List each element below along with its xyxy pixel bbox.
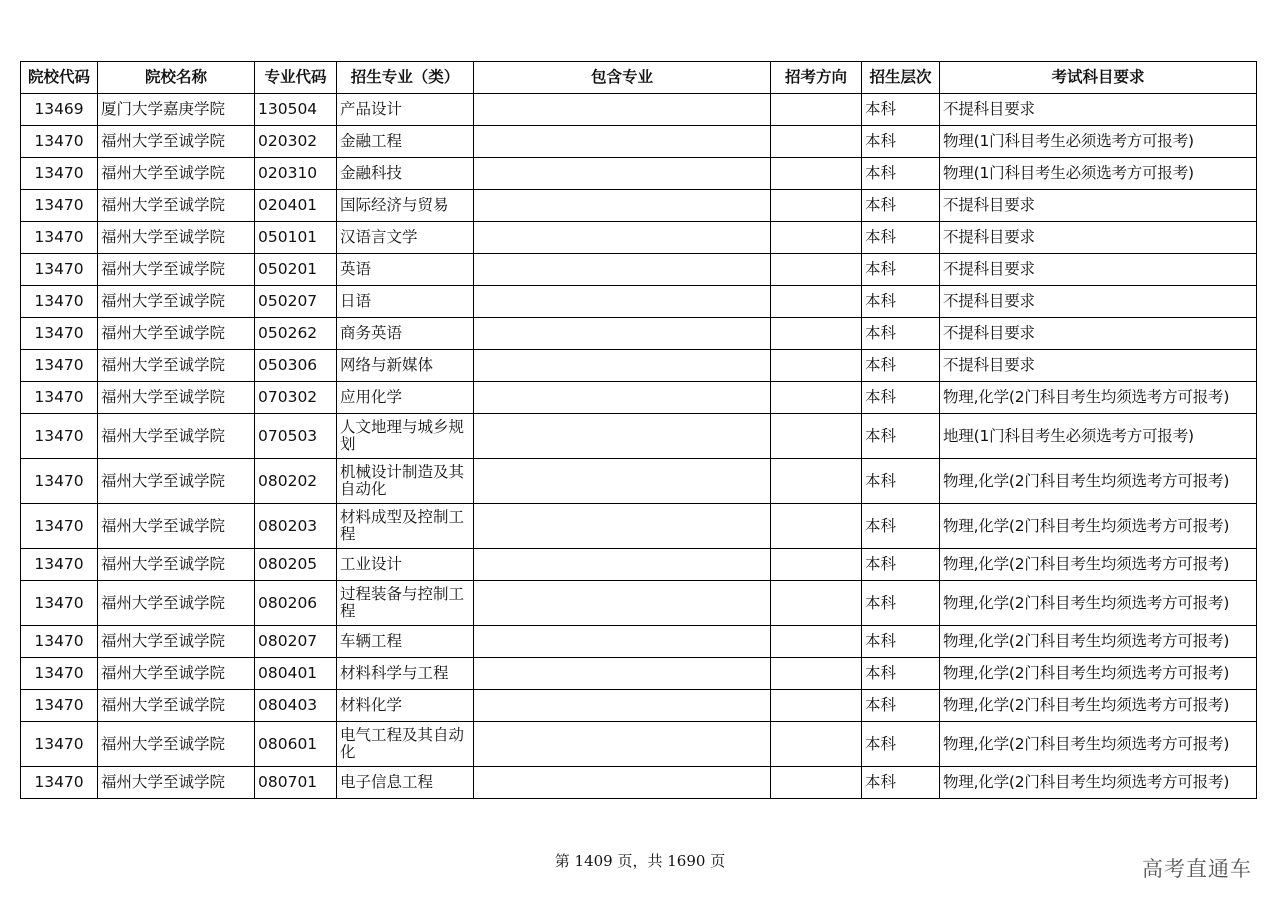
table-row (21, 254, 1257, 286)
school-name-cell: 福州大学至诚学院 (98, 414, 255, 459)
table-row (21, 190, 1257, 222)
requirement-cell: 不提科目要求 (940, 350, 1257, 382)
school-name-cell: 福州大学至诚学院 (98, 549, 255, 581)
school-name-cell: 福州大学至诚学院 (98, 350, 255, 382)
school-name-cell: 福州大学至诚学院 (98, 286, 255, 318)
school-code-cell: 13470 (21, 722, 98, 767)
table-body (21, 94, 1257, 799)
school-code-cell: 13470 (21, 581, 98, 626)
direction-cell (771, 222, 862, 254)
includes-cell (474, 504, 771, 549)
header-school-code: 院校代码 (21, 62, 98, 94)
header-includes: 包含专业 (474, 62, 771, 94)
table-row (21, 690, 1257, 722)
school-code-cell: 13470 (21, 382, 98, 414)
direction-cell (771, 581, 862, 626)
school-code-cell: 13470 (21, 690, 98, 722)
direction-cell (771, 382, 862, 414)
school-code-cell: 13470 (21, 222, 98, 254)
level-cell: 本科 (862, 94, 940, 126)
includes-cell (474, 382, 771, 414)
level-cell: 本科 (862, 658, 940, 690)
includes-cell (474, 222, 771, 254)
school-code-cell: 13470 (21, 190, 98, 222)
level-cell: 本科 (862, 190, 940, 222)
table-row (21, 286, 1257, 318)
major-code-cell: 050207 (255, 286, 337, 318)
page-number: 第 1409 页，共 1690 页 (554, 852, 726, 870)
level-cell: 本科 (862, 722, 940, 767)
includes-cell (474, 658, 771, 690)
school-code-cell: 13470 (21, 626, 98, 658)
level-cell: 本科 (862, 126, 940, 158)
major-cell: 工业设计 (337, 549, 474, 581)
school-name-cell: 福州大学至诚学院 (98, 126, 255, 158)
major-cell: 电气工程及其自动化 (337, 722, 474, 767)
requirement-cell: 不提科目要求 (940, 318, 1257, 350)
header-direction: 招考方向 (771, 62, 862, 94)
admissions-table (20, 61, 1257, 799)
major-code-cell: 080206 (255, 581, 337, 626)
requirement-cell: 物理,化学(2门科目考生均须选考方可报考) (940, 722, 1257, 767)
major-cell: 金融科技 (337, 158, 474, 190)
table-row (21, 722, 1257, 767)
major-code-cell: 070503 (255, 414, 337, 459)
table-row (21, 767, 1257, 799)
major-cell: 电子信息工程 (337, 767, 474, 799)
major-code-cell: 020302 (255, 126, 337, 158)
requirement-cell: 不提科目要求 (940, 254, 1257, 286)
major-code-cell: 070302 (255, 382, 337, 414)
requirement-cell: 物理,化学(2门科目考生均须选考方可报考) (940, 382, 1257, 414)
level-cell: 本科 (862, 581, 940, 626)
major-code-cell: 050201 (255, 254, 337, 286)
school-code-cell: 13470 (21, 504, 98, 549)
school-code-cell: 13470 (21, 414, 98, 459)
table-row (21, 382, 1257, 414)
major-cell: 车辆工程 (337, 626, 474, 658)
school-name-cell: 福州大学至诚学院 (98, 382, 255, 414)
school-name-cell: 福州大学至诚学院 (98, 158, 255, 190)
direction-cell (771, 318, 862, 350)
direction-cell (771, 158, 862, 190)
major-code-cell: 080207 (255, 626, 337, 658)
includes-cell (474, 254, 771, 286)
major-cell: 过程装备与控制工程 (337, 581, 474, 626)
level-cell: 本科 (862, 350, 940, 382)
major-cell: 人文地理与城乡规划 (337, 414, 474, 459)
includes-cell (474, 722, 771, 767)
direction-cell (771, 549, 862, 581)
level-cell: 本科 (862, 626, 940, 658)
major-code-cell: 080403 (255, 690, 337, 722)
requirement-cell: 物理,化学(2门科目考生均须选考方可报考) (940, 767, 1257, 799)
table-row (21, 549, 1257, 581)
major-cell: 材料科学与工程 (337, 658, 474, 690)
level-cell: 本科 (862, 690, 940, 722)
major-cell: 应用化学 (337, 382, 474, 414)
school-name-cell: 福州大学至诚学院 (98, 318, 255, 350)
level-cell: 本科 (862, 254, 940, 286)
school-code-cell: 13470 (21, 254, 98, 286)
requirement-cell: 不提科目要求 (940, 94, 1257, 126)
major-code-cell: 020310 (255, 158, 337, 190)
level-cell: 本科 (862, 158, 940, 190)
school-code-cell: 13470 (21, 318, 98, 350)
direction-cell (771, 626, 862, 658)
header-school-name: 院校名称 (98, 62, 255, 94)
direction-cell (771, 126, 862, 158)
table-row (21, 158, 1257, 190)
requirement-cell: 物理,化学(2门科目考生均须选考方可报考) (940, 581, 1257, 626)
school-name-cell: 福州大学至诚学院 (98, 222, 255, 254)
level-cell: 本科 (862, 382, 940, 414)
level-cell: 本科 (862, 286, 940, 318)
major-code-cell: 080701 (255, 767, 337, 799)
header-major: 招生专业（类） (337, 62, 474, 94)
major-code-cell: 080401 (255, 658, 337, 690)
includes-cell (474, 459, 771, 504)
direction-cell (771, 414, 862, 459)
includes-cell (474, 414, 771, 459)
requirement-cell: 物理,化学(2门科目考生均须选考方可报考) (940, 658, 1257, 690)
requirement-cell: 物理(1门科目考生必须选考方可报考) (940, 126, 1257, 158)
requirement-cell: 不提科目要求 (940, 190, 1257, 222)
includes-cell (474, 126, 771, 158)
level-cell: 本科 (862, 767, 940, 799)
includes-cell (474, 581, 771, 626)
level-cell: 本科 (862, 459, 940, 504)
major-cell: 产品设计 (337, 94, 474, 126)
major-cell: 日语 (337, 286, 474, 318)
includes-cell (474, 549, 771, 581)
school-name-cell: 福州大学至诚学院 (98, 190, 255, 222)
level-cell: 本科 (862, 414, 940, 459)
direction-cell (771, 722, 862, 767)
school-code-cell: 13470 (21, 767, 98, 799)
direction-cell (771, 658, 862, 690)
requirement-cell: 物理,化学(2门科目考生均须选考方可报考) (940, 459, 1257, 504)
school-code-cell: 13469 (21, 94, 98, 126)
school-name-cell: 福州大学至诚学院 (98, 459, 255, 504)
table-row (21, 459, 1257, 504)
major-code-cell: 080202 (255, 459, 337, 504)
major-code-cell: 050101 (255, 222, 337, 254)
major-cell: 英语 (337, 254, 474, 286)
header-row (21, 62, 1257, 94)
school-code-cell: 13470 (21, 549, 98, 581)
table-row (21, 658, 1257, 690)
direction-cell (771, 350, 862, 382)
school-name-cell: 福州大学至诚学院 (98, 658, 255, 690)
school-code-cell: 13470 (21, 286, 98, 318)
table-row (21, 94, 1257, 126)
includes-cell (474, 190, 771, 222)
level-cell: 本科 (862, 318, 940, 350)
table-row (21, 222, 1257, 254)
header-major-code: 专业代码 (255, 62, 337, 94)
school-name-cell: 福州大学至诚学院 (98, 690, 255, 722)
direction-cell (771, 94, 862, 126)
school-name-cell: 厦门大学嘉庚学院 (98, 94, 255, 126)
level-cell: 本科 (862, 549, 940, 581)
school-code-cell: 13470 (21, 158, 98, 190)
requirement-cell: 物理,化学(2门科目考生均须选考方可报考) (940, 549, 1257, 581)
direction-cell (771, 286, 862, 318)
major-code-cell: 130504 (255, 94, 337, 126)
school-name-cell: 福州大学至诚学院 (98, 767, 255, 799)
major-cell: 机械设计制造及其自动化 (337, 459, 474, 504)
direction-cell (771, 190, 862, 222)
includes-cell (474, 318, 771, 350)
includes-cell (474, 626, 771, 658)
includes-cell (474, 286, 771, 318)
direction-cell (771, 254, 862, 286)
includes-cell (474, 350, 771, 382)
table-row (21, 504, 1257, 549)
watermark-logo: 高考直通车 (1142, 857, 1252, 881)
major-code-cell: 050306 (255, 350, 337, 382)
table-row (21, 318, 1257, 350)
direction-cell (771, 504, 862, 549)
major-cell: 商务英语 (337, 318, 474, 350)
major-code-cell: 020401 (255, 190, 337, 222)
direction-cell (771, 459, 862, 504)
school-name-cell: 福州大学至诚学院 (98, 254, 255, 286)
table-row (21, 581, 1257, 626)
direction-cell (771, 690, 862, 722)
level-cell: 本科 (862, 504, 940, 549)
school-code-cell: 13470 (21, 350, 98, 382)
major-cell: 国际经济与贸易 (337, 190, 474, 222)
includes-cell (474, 767, 771, 799)
table-row (21, 626, 1257, 658)
requirement-cell: 物理,化学(2门科目考生均须选考方可报考) (940, 626, 1257, 658)
school-code-cell: 13470 (21, 658, 98, 690)
major-code-cell: 050262 (255, 318, 337, 350)
requirement-cell: 物理,化学(2门科目考生均须选考方可报考) (940, 690, 1257, 722)
major-code-cell: 080601 (255, 722, 337, 767)
includes-cell (474, 94, 771, 126)
major-cell: 汉语言文学 (337, 222, 474, 254)
major-cell: 材料成型及控制工程 (337, 504, 474, 549)
major-code-cell: 080203 (255, 504, 337, 549)
school-code-cell: 13470 (21, 459, 98, 504)
table-row (21, 414, 1257, 459)
major-cell: 金融工程 (337, 126, 474, 158)
table-row (21, 350, 1257, 382)
school-name-cell: 福州大学至诚学院 (98, 626, 255, 658)
header-requirement: 考试科目要求 (940, 62, 1257, 94)
level-cell: 本科 (862, 222, 940, 254)
school-name-cell: 福州大学至诚学院 (98, 504, 255, 549)
major-code-cell: 080205 (255, 549, 337, 581)
requirement-cell: 物理(1门科目考生必须选考方可报考) (940, 158, 1257, 190)
direction-cell (771, 767, 862, 799)
school-name-cell: 福州大学至诚学院 (98, 722, 255, 767)
includes-cell (474, 690, 771, 722)
major-cell: 网络与新媒体 (337, 350, 474, 382)
table-row (21, 126, 1257, 158)
requirement-cell: 不提科目要求 (940, 222, 1257, 254)
requirement-cell: 不提科目要求 (940, 286, 1257, 318)
major-cell: 材料化学 (337, 690, 474, 722)
school-code-cell: 13470 (21, 126, 98, 158)
header-level: 招生层次 (862, 62, 940, 94)
includes-cell (474, 158, 771, 190)
school-name-cell: 福州大学至诚学院 (98, 581, 255, 626)
requirement-cell: 地理(1门科目考生必须选考方可报考) (940, 414, 1257, 459)
requirement-cell: 物理,化学(2门科目考生均须选考方可报考) (940, 504, 1257, 549)
